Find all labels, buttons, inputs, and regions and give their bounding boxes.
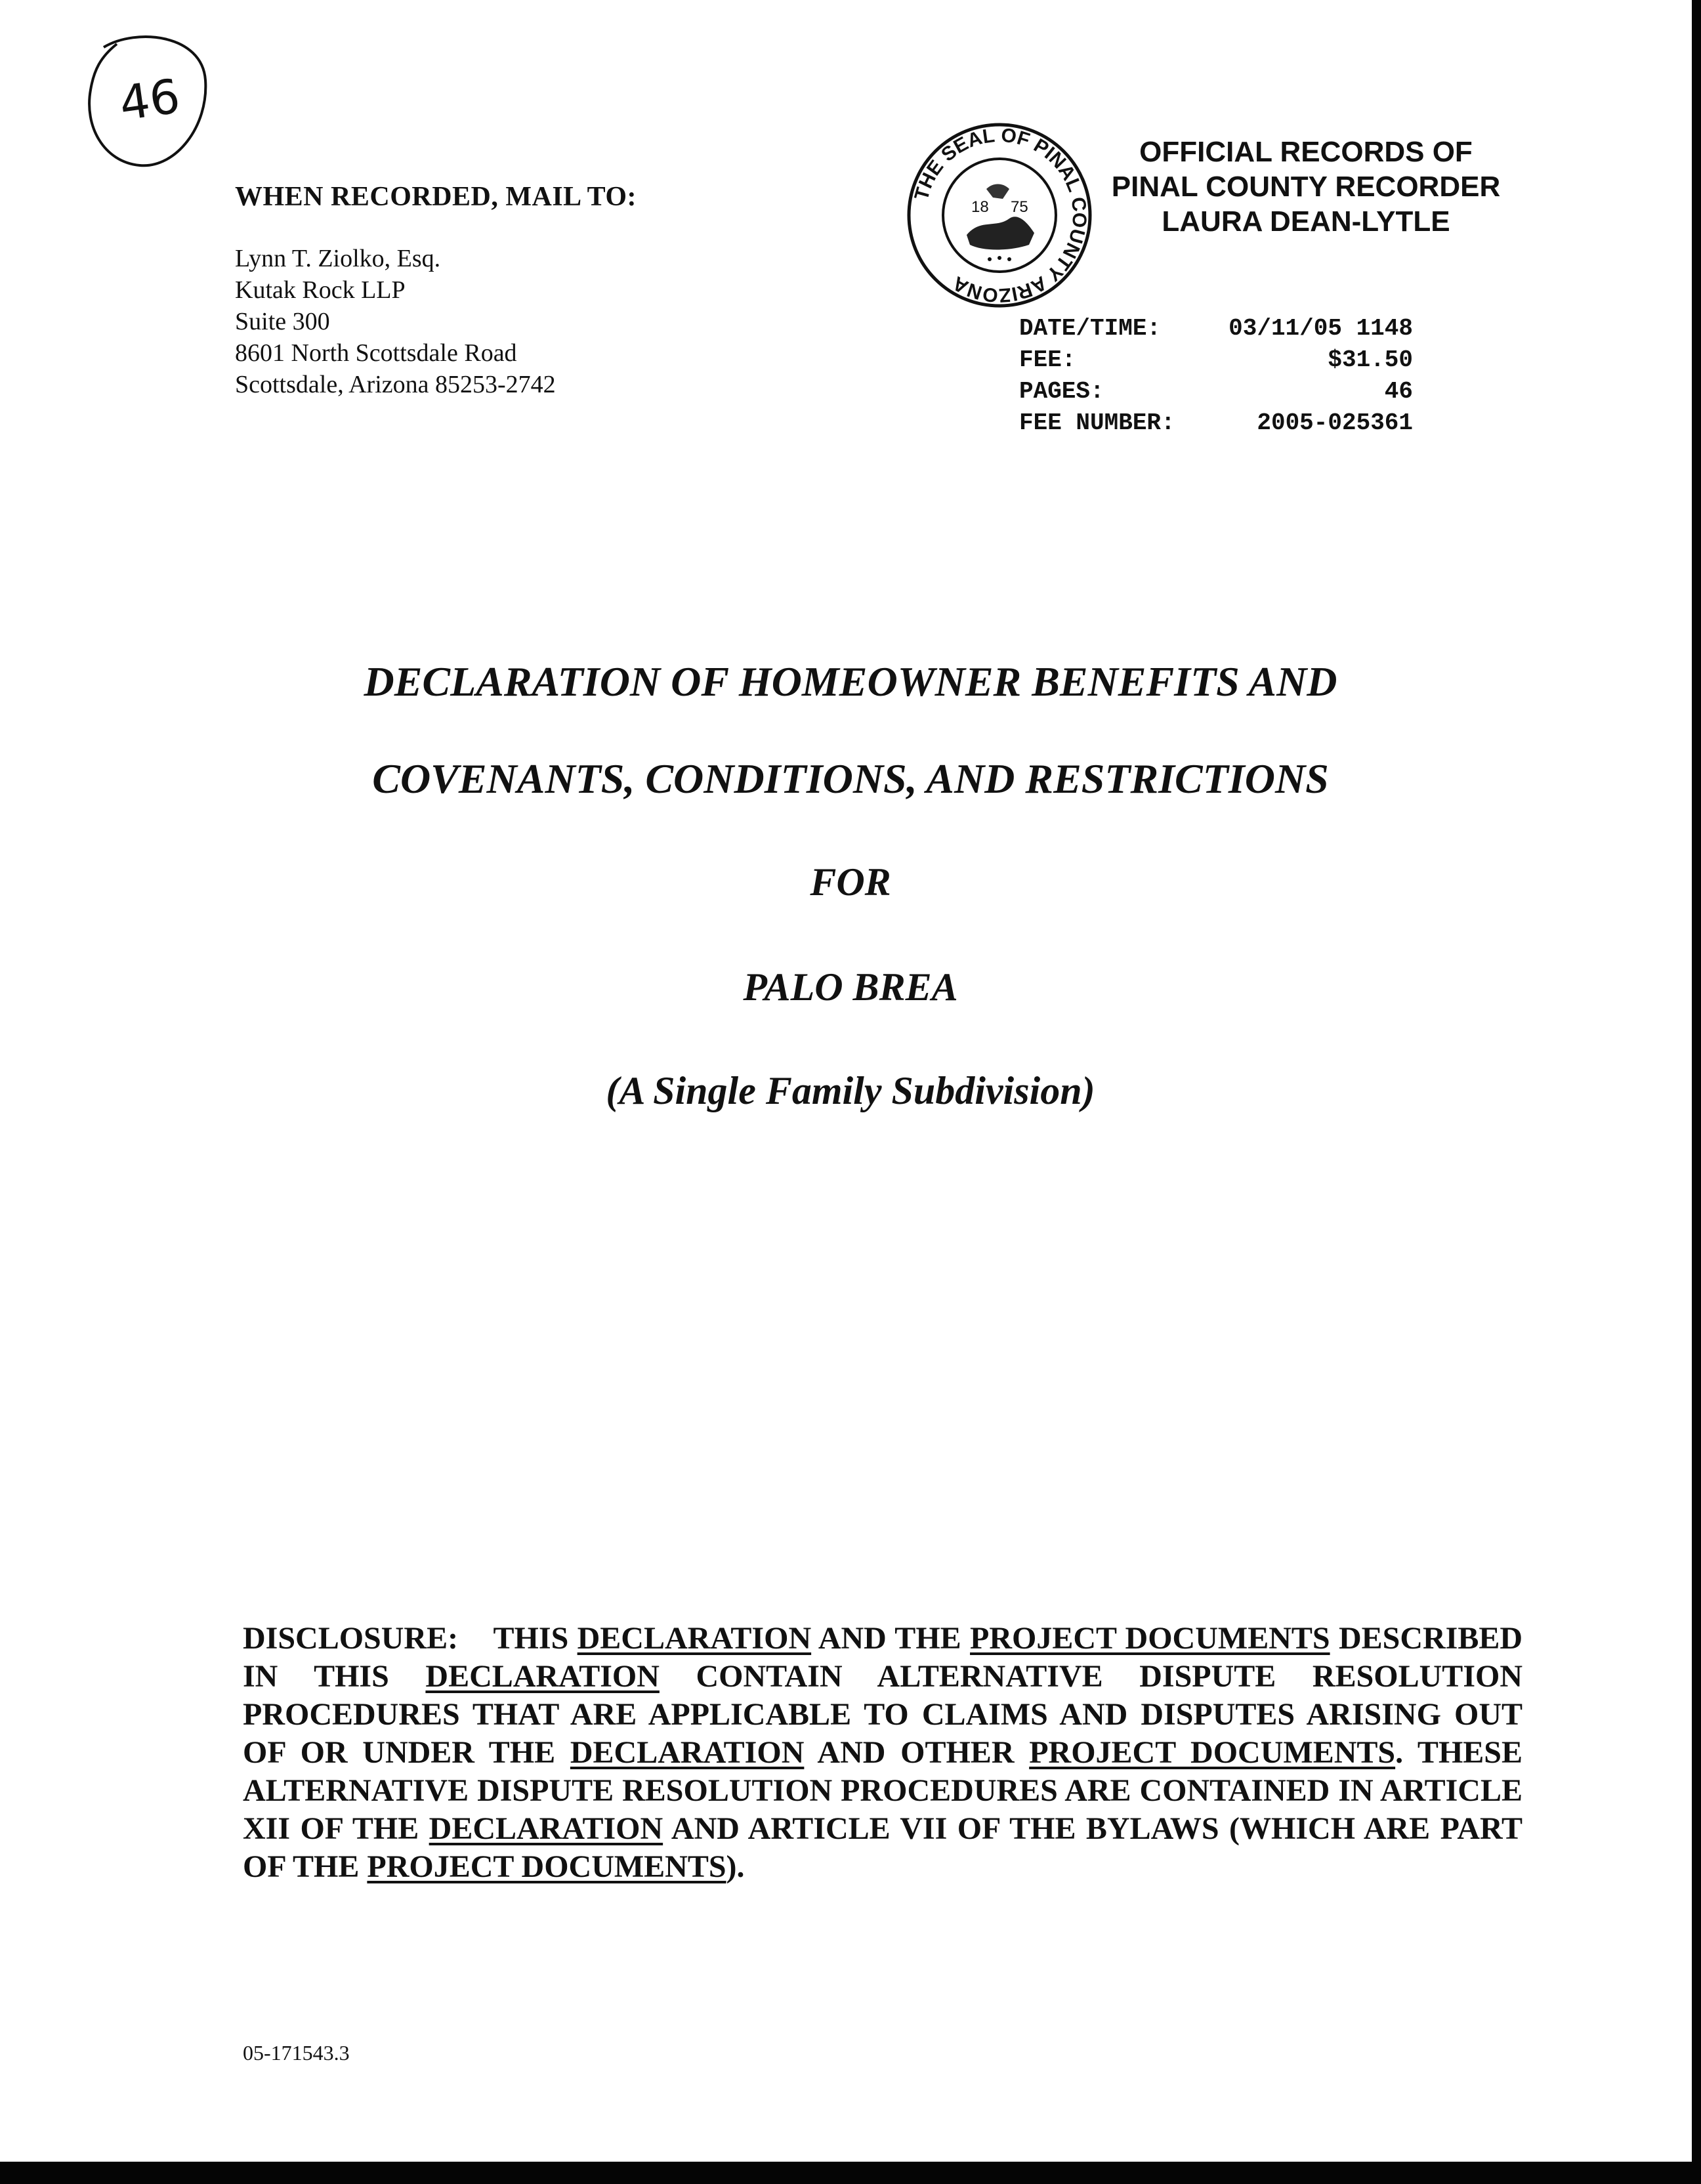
title-line: DECLARATION OF HOMEOWNER BENEFITS AND (364, 658, 1337, 705)
seal-ring-text: THE SEAL OF PINAL COUNTY ARIZONA (910, 124, 1091, 306)
recording-info (1019, 313, 1413, 439)
mail-to-line: Suite 300 (235, 308, 330, 335)
seal-year-right: 75 (1011, 198, 1028, 216)
svg-text:THE SEAL OF PINAL COUNTY ARIZO (911, 125, 1091, 306)
disclosure-underlined-term: DECLARATION (577, 1621, 812, 1656)
recorder-line: LAURA DEAN-LYTLE (1162, 205, 1450, 238)
recording-value: 2005-025361 (1257, 410, 1413, 436)
subtitle: (A Single Family Subdivision) (606, 1069, 1095, 1112)
disclosure-text: THIS (493, 1621, 578, 1656)
seal-year-left: 18 (971, 198, 989, 216)
document-id: 05-171543.3 (243, 2041, 350, 2065)
disclosure-text: CONTAIN ALTERNATIVE DISPUTE RESOLUTION PROCEDURES THAT ARE APPLICABLE TO CLAIMS AND DISPUTES ARISING OUT OF OR UNDER THE (243, 1659, 1523, 1770)
scan-edge-right (1692, 0, 1701, 2184)
recorder-line: OFFICIAL RECORDS OF (1139, 136, 1473, 168)
disclosure-underlined-term: PROJECT DOCUMENTS (1029, 1735, 1396, 1770)
disclosure-underlined-term: DECLARATION (429, 1811, 663, 1846)
disclosure-paragraph (243, 1620, 1522, 1886)
disclosure-underlined-term: PROJECT DOCUMENTS (367, 1849, 726, 1884)
disclosure-text: AND OTHER (804, 1735, 1030, 1770)
disclosure-text: DESCRIBED IN THIS (243, 1621, 1523, 1694)
recording-row (1019, 345, 1413, 376)
disclosure-label: DISCLOSURE: (243, 1621, 459, 1656)
recording-row (1019, 376, 1413, 408)
recording-row (1019, 408, 1413, 439)
disclosure-text: ). (726, 1849, 745, 1884)
mail-to-heading: WHEN RECORDED, MAIL TO: (235, 182, 637, 212)
scan-edge-bottom (0, 2162, 1701, 2184)
title-line: PALO BREA (743, 965, 958, 1009)
disclosure-text: . THESE ALTERNATIVE DISPUTE RESOLUTION PROCEDURES ARE CONTAINED IN ARTICLE XII OF THE (243, 1735, 1523, 1846)
mail-to-line: Scottsdale, Arizona 85253-2742 (235, 371, 556, 398)
recording-label: FEE: (1019, 346, 1076, 373)
disclosure-underlined-term: DECLARATION (570, 1735, 805, 1770)
recording-label: PAGES: (1019, 378, 1104, 405)
recording-label: FEE NUMBER: (1019, 410, 1175, 436)
county-seal (904, 120, 1095, 310)
mail-to-line: 8601 North Scottsdale Road (235, 339, 517, 367)
recorder-line: PINAL COUNTY RECORDER (1111, 171, 1501, 203)
title-line: FOR (810, 860, 891, 904)
disclosure-underlined-term: PROJECT DOCUMENTS (970, 1621, 1330, 1656)
mail-to-line: Kutak Rock LLP (235, 276, 406, 304)
recording-value: 46 (1384, 378, 1413, 405)
handwritten-page-number: 46 (116, 68, 184, 131)
recording-row (1019, 313, 1413, 345)
recording-value: $31.50 (1328, 346, 1413, 373)
disclosure-text: AND ARTICLE VII OF THE BYLAWS (WHICH ARE PART OF THE (243, 1811, 1522, 1884)
disclosure-underlined-term: DECLARATION (425, 1659, 660, 1694)
recorder-header (1089, 135, 1522, 239)
mail-to-line: Lynn T. Ziolko, Esq. (235, 245, 441, 272)
recording-value: 03/11/05 1148 (1228, 315, 1413, 342)
recording-label: DATE/TIME: (1019, 315, 1162, 342)
title-line: COVENANTS, CONDITIONS, AND RESTRICTIONS (372, 755, 1329, 802)
disclosure-text: AND THE (811, 1621, 971, 1656)
mail-to-block (235, 181, 637, 400)
